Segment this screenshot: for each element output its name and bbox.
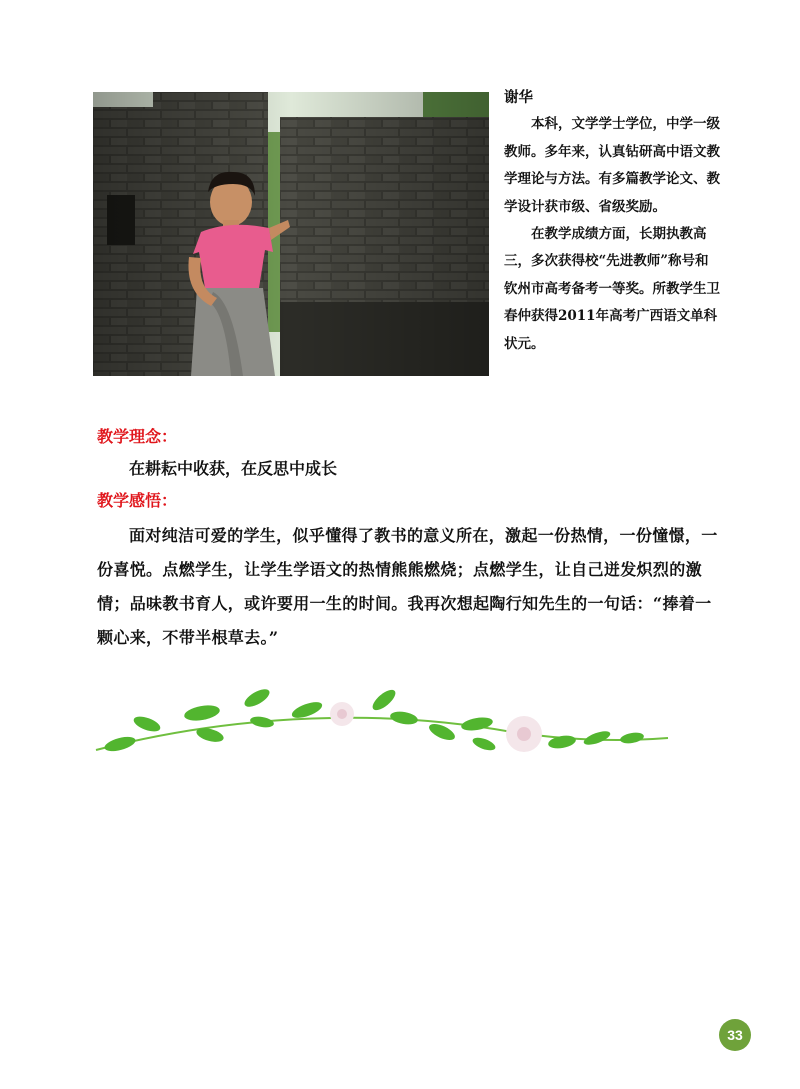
philosophy-heading: 教学理念： xyxy=(97,427,178,446)
teacher-photo xyxy=(93,92,489,376)
philosophy-text: 在耕耘中收获，在反思中成长 xyxy=(129,459,338,478)
bio-paragraph-qualifications: 本科，文学学士学位，中学一级教师。多年来，认真钻研高中语文教学理论与方法。有多篇教学论文、教学设计获市级、省级奖励。 xyxy=(504,116,720,215)
reflection-heading: 教学感悟： xyxy=(97,491,178,510)
leaf-vine-icon xyxy=(92,680,672,760)
bio-paragraph-achievements: 在教学成绩方面，长期执教高三，多次获得校“先进教师”称号和钦州市高考备考一等奖。所教学生卫春仲获得2011年高考广西语文单科状元。 xyxy=(504,226,720,352)
page-number-badge: 33 xyxy=(719,1019,751,1051)
teacher-bio xyxy=(504,84,720,358)
vine-decoration xyxy=(92,680,672,760)
teacher-name: 谢华 xyxy=(504,89,533,106)
reflection-text: 面对纯洁可爱的学生，似乎懂得了教书的意义所在，激起一份热情，一份憧憬，一份喜悦。点燃学生，让学生学语文的热情熊熊燃烧；点燃学生，让自己迸发炽烈的激情；品味教书育人，或许要用一生的时间。我再次想起陶行知先生的一句话：“捧着一颗心来，不带半根草去。” xyxy=(97,526,718,647)
teacher-photo-image xyxy=(93,92,489,376)
